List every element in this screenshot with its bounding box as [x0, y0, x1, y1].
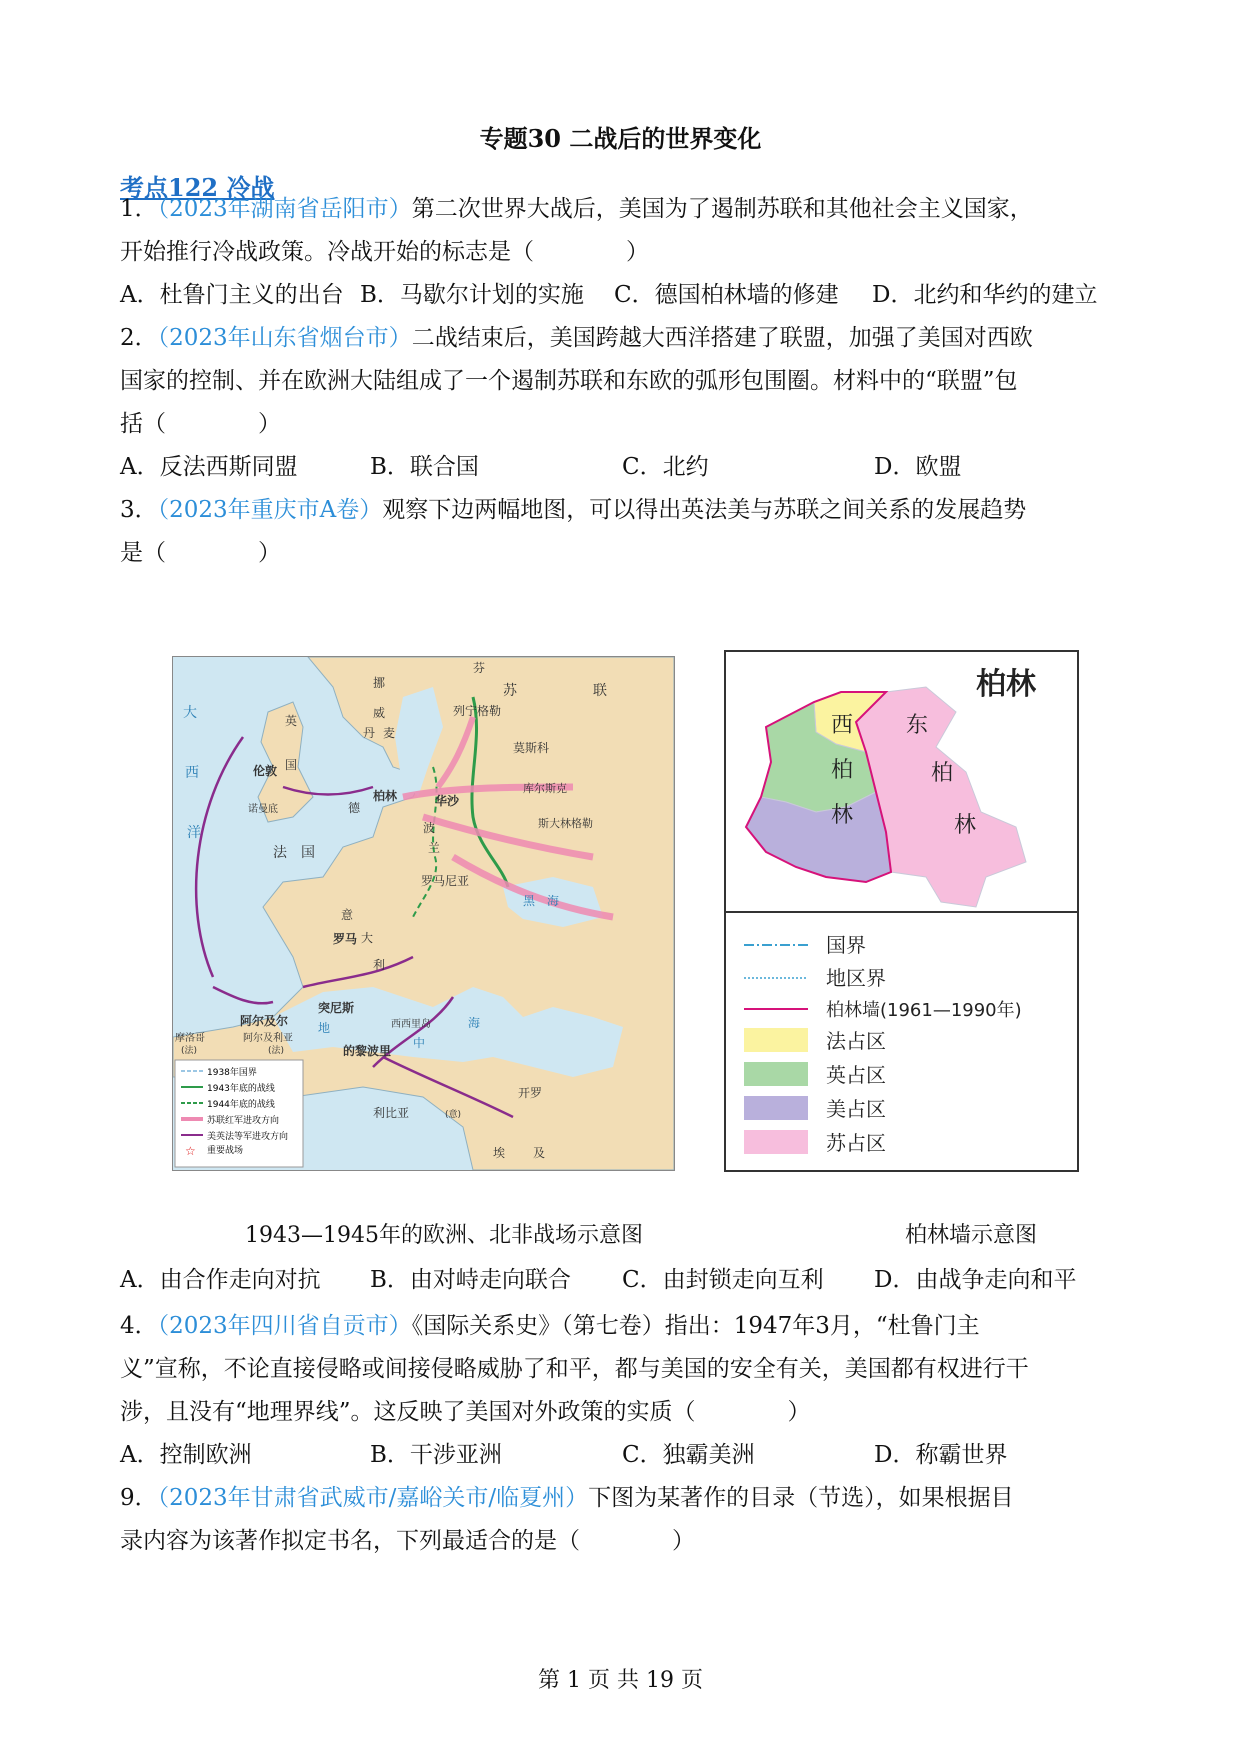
- q4-option-b: B．干涉亚洲: [370, 1442, 502, 1468]
- legend-item: 法占区: [826, 1029, 886, 1053]
- label-country: 麦: [383, 726, 396, 740]
- label-sea: 洋: [187, 825, 201, 841]
- west-berlin-label: 柏: [831, 758, 854, 783]
- label-sea: 大: [183, 705, 197, 721]
- label-city: 柏林: [373, 789, 398, 803]
- east-berlin-label: 林: [954, 813, 977, 838]
- question-text: 观察下边两幅地图，可以得出英法美与苏联之间关系的发展趋势: [382, 497, 1027, 523]
- label-country: 国: [285, 758, 298, 772]
- label-city: 库尔斯克: [523, 782, 567, 795]
- question-text: 《国际关系史》（第七卷）指出：1947年3月，“杜鲁门主: [411, 1313, 980, 1339]
- q2-option-a: A．反法西斯同盟: [120, 454, 298, 480]
- q3-option-b: B．由对峙走向联合: [370, 1267, 571, 1293]
- europe-battlefield-map: [172, 656, 675, 1171]
- question-source: （2023年山东省烟台市）: [157, 325, 412, 351]
- q2-option-c: C．北约: [622, 454, 709, 480]
- question-2-line-3: 括（ ）: [120, 411, 281, 437]
- label-note: (意): [445, 1110, 462, 1120]
- legend-swatch: [744, 1096, 808, 1120]
- legend-item: 国界: [826, 933, 866, 957]
- question-source: （2023年四川省自贡市）: [157, 1313, 412, 1339]
- question-number: 3．: [120, 497, 158, 523]
- label-country: 利: [373, 958, 386, 972]
- legend-swatch: [744, 1028, 808, 1052]
- label-city: 伦敦: [253, 764, 278, 778]
- legend-item: 重要战场: [207, 1146, 244, 1156]
- star-icon: ☆: [185, 1144, 196, 1158]
- question-source: （2023年湖南省岳阳市）: [157, 196, 412, 222]
- label-city: 诺曼底: [248, 804, 278, 815]
- label-country: 芬: [473, 661, 486, 675]
- label-city: 突尼斯: [318, 1001, 355, 1015]
- q3-option-a: A．由合作走向对抗: [120, 1267, 321, 1293]
- berlin-legend: [744, 933, 1022, 1155]
- label-city: 阿尔及尔: [240, 1014, 289, 1028]
- east-berlin-label: 东: [906, 713, 929, 738]
- label-country: 兰: [428, 841, 441, 855]
- question-1-line-1: [120, 194, 1033, 224]
- question-number: 4．: [120, 1313, 158, 1339]
- label-country: 埃: [493, 1146, 506, 1160]
- question-text: 第二次世界大战后，美国为了遏制苏联和其他社会主义国家，: [411, 196, 1033, 222]
- section-heading[interactable]: 考点122 冷战: [120, 173, 275, 202]
- label-country: 法 国: [273, 845, 315, 861]
- label-city: 的黎波里: [343, 1044, 392, 1058]
- label-sea: 海: [468, 1016, 481, 1030]
- legend-item: 地区界: [826, 966, 886, 990]
- label-country: 罗马尼亚: [421, 874, 470, 888]
- legend-item: 苏联红军进攻方向: [207, 1116, 280, 1126]
- legend-item: 英占区: [826, 1063, 886, 1087]
- label-city: 罗马: [333, 932, 358, 946]
- page-footer: 第 1 页 共 19 页: [538, 1668, 703, 1693]
- berlin-map-title: 柏林: [976, 667, 1036, 702]
- q1-option-a: A．杜鲁门主义的出台: [120, 282, 344, 308]
- label-country: 意: [341, 908, 354, 922]
- question-2-line-2: 国家的控制、并在欧洲大陆组成了一个遏制苏联和东欧的弧形包围圈。材料中的“联盟”包: [120, 368, 1018, 394]
- label-country: 德: [348, 801, 361, 815]
- label-country: 大: [361, 931, 374, 945]
- east-berlin-label: 柏: [931, 761, 954, 786]
- label-country: 阿尔及利亚: [243, 1033, 293, 1044]
- map-caption-europe: 1943—1945年的欧洲、北非战场示意图: [245, 1223, 643, 1248]
- label-city: 列宁格勒: [453, 704, 502, 718]
- label-city: 斯大林格勒: [538, 817, 593, 830]
- label-country: 及: [533, 1146, 546, 1160]
- label-country: 挪: [373, 676, 386, 690]
- west-berlin-label: 林: [831, 803, 854, 828]
- label-island: 西西里岛: [391, 1019, 431, 1030]
- label-country: 利比亚: [373, 1106, 410, 1120]
- europe-map-svg: [173, 657, 674, 1170]
- label-sea: 地: [318, 1021, 331, 1035]
- q4-option-a: A．控制欧洲: [120, 1442, 252, 1468]
- label-country: 摩洛哥: [175, 1033, 205, 1044]
- label-city: 开罗: [518, 1086, 543, 1100]
- q1-option-c: C．德国柏林墙的修建: [614, 282, 839, 308]
- legend-swatch: [744, 1062, 808, 1086]
- question-3-line-2: 是（ ）: [120, 540, 281, 566]
- question-number: 1．: [120, 196, 158, 222]
- label-country: 威: [373, 706, 386, 720]
- legend-item: 1943年底的战线: [207, 1084, 275, 1094]
- question-4-line-1: [120, 1311, 980, 1341]
- label-country: 英: [285, 714, 298, 728]
- q3-option-d: D．由战争走向和平: [874, 1267, 1077, 1293]
- legend-item: 1944年底的战线: [207, 1100, 275, 1110]
- label-country: 苏: [503, 683, 517, 699]
- label-country: 波: [423, 821, 436, 835]
- berlin-map-svg: [726, 652, 1077, 1170]
- berlin-wall-map: [724, 650, 1079, 1172]
- q3-option-c: C．由封锁走向互利: [622, 1267, 824, 1293]
- map-caption-berlin: 柏林墙示意图: [905, 1223, 1038, 1248]
- label-city: 华沙: [435, 794, 460, 808]
- q2-option-d: D．欧盟: [874, 454, 962, 480]
- label-note: (法): [268, 1046, 285, 1056]
- question-source: （2023年甘肃省武威市/嘉峪关市/临夏州）: [157, 1485, 589, 1511]
- legend-item: 柏林墙(1961—1990年): [826, 1000, 1022, 1021]
- label-country: 丹: [363, 726, 376, 740]
- question-text: 下图为某著作的目录（节选），如果根据目: [588, 1485, 1014, 1511]
- question-9-line-1: [120, 1483, 1014, 1513]
- q4-option-d: D．称霸世界: [874, 1442, 1008, 1468]
- question-number: 9．: [120, 1485, 158, 1511]
- label-sea: 中: [413, 1036, 426, 1050]
- label-note: (法): [181, 1046, 198, 1056]
- question-3-line-1: [120, 495, 1026, 525]
- q1-option-d: D．北约和华约的建立: [872, 282, 1098, 308]
- label-country: 联: [593, 683, 607, 699]
- label-sea: 黑 海: [523, 894, 560, 908]
- legend-item: 苏占区: [826, 1131, 886, 1155]
- map-legend: [175, 1060, 303, 1167]
- question-4-line-2: 义”宣称，不论直接侵略或间接侵略威胁了和平，都与美国的安全有关，美国都有权进行干: [120, 1356, 1029, 1382]
- question-text: 二战结束后，美国跨越大西洋搭建了联盟，加强了美国对西欧: [411, 325, 1033, 351]
- page-title: 专题30 二战后的世界变化: [479, 124, 762, 153]
- label-sea: 西: [185, 765, 199, 781]
- question-4-line-3: 涉，且没有“地理界线”。这反映了美国对外政策的实质（ ）: [120, 1399, 811, 1425]
- legend-item: 美占区: [826, 1097, 886, 1121]
- question-number: 2．: [120, 325, 158, 351]
- question-9-line-2: 录内容为该著作拟定书名，下列最适合的是（ ）: [120, 1528, 695, 1554]
- question-source: （2023年重庆市A卷）: [157, 497, 383, 523]
- legend-item: 美英法等军进攻方向: [207, 1132, 289, 1142]
- label-city: 莫斯科: [513, 741, 550, 755]
- question-1-line-2: 开始推行冷战政策。冷战开始的标志是（ ）: [120, 239, 649, 265]
- west-berlin-label: 西: [831, 713, 854, 738]
- q4-option-c: C．独霸美洲: [622, 1442, 755, 1468]
- q1-option-b: B．马歇尔计划的实施: [360, 282, 584, 308]
- question-2-line-1: [120, 323, 1033, 353]
- q2-option-b: B．联合国: [370, 454, 479, 480]
- legend-item: 1938年国界: [207, 1068, 257, 1078]
- legend-swatch: [744, 1130, 808, 1154]
